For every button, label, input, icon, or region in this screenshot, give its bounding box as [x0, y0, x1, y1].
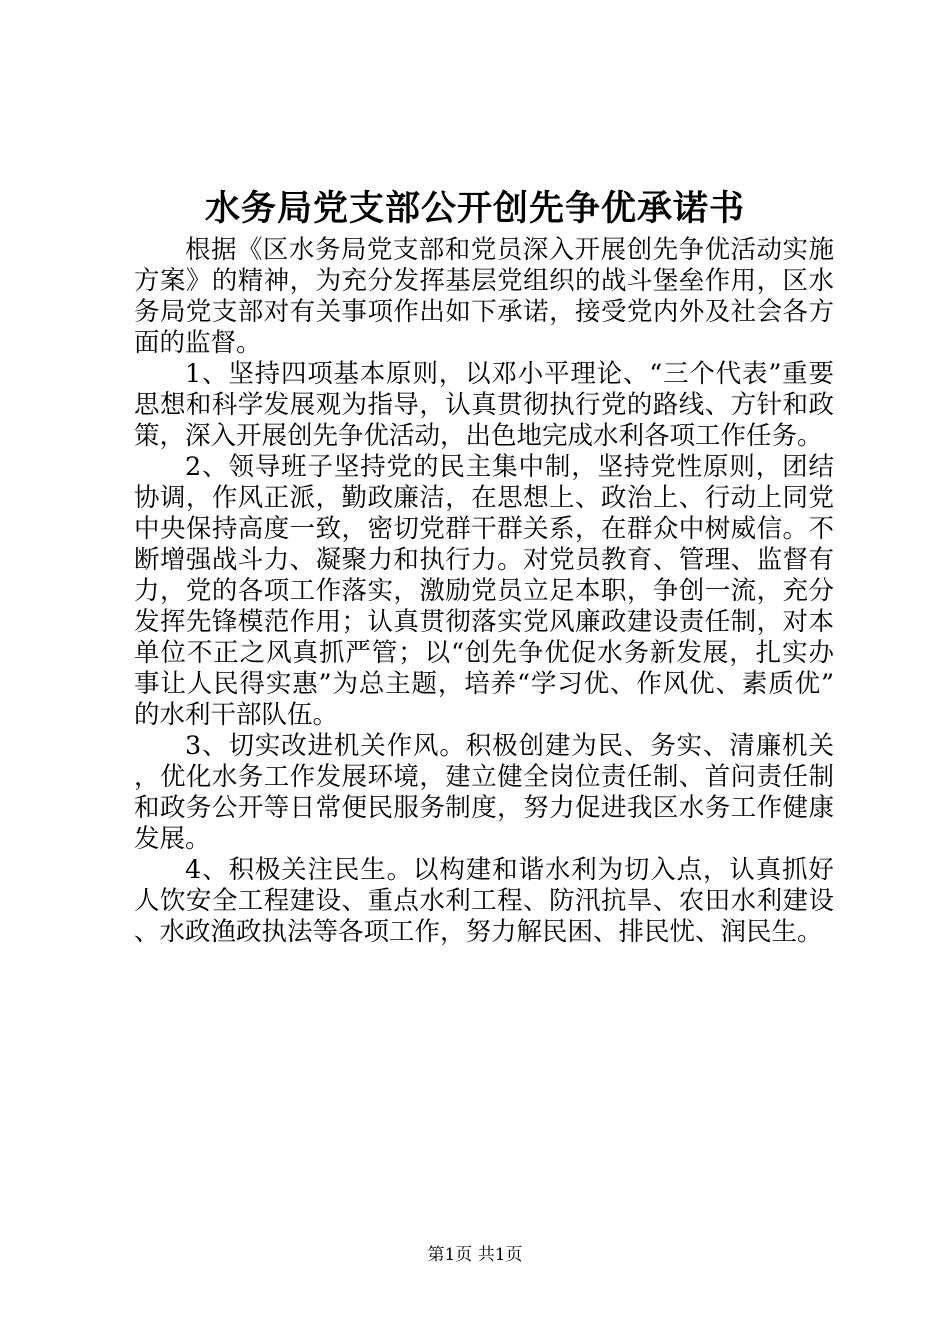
intro-paragraph: 根据《区水务局党支部和党员深入开展创先争优活动实施方案》的精神，为充分发挥基层党组织的战斗堡垒作用，区水务局党支部对有关事项作出如下承诺，接受党内外及社会各方面的监督。: [134, 235, 834, 358]
page-number-footer: 第1页 共1页: [427, 1245, 523, 1265]
commitment-item-2: 2、领导班子坚持党的民主集中制，坚持党性原则，团结协调，作风正派，勤政廉洁，在思想上、政治上、行动上同党中央保持高度一致，密切党群干群关系，在群众中树威信。不断增强战斗力、凝聚力和执行力。对党员教育、管理、监督有力，党的各项工作落实，激励党员立足本职，争创一流，充分发挥先锋模范作用；认真贯彻落实党风廉政建设责任制，对本单位不正之风真抓严管；以“创先争优促水务新发展，扎实办事让人民得实惠”为总主题，培养“学习优、作风优、素质优”的水利干部队伍。: [134, 452, 834, 730]
commitment-item-3: 3、切实改进机关作风。积极创建为民、务实、清廉机关，优化水务工作发展环境，建立健全岗位责任制、首问责任制和政务公开等日常便民服务制度，努力促进我区水务工作健康发展。: [134, 731, 834, 854]
commitment-item-4: 4、积极关注民生。以构建和谐水利为切入点，认真抓好人饮安全工程建设、重点水利工程、防汛抗旱、农田水利建设、水政渔政执法等各项工作，努力解民困、排民忧、润民生。: [134, 855, 834, 947]
commitment-item-1: 1、坚持四项基本原则，以邓小平理论、“三个代表”重要思想和科学发展观为指导，认真贯彻执行党的路线、方针和政策，深入开展创先争优活动，出色地完成水利各项工作任务。: [134, 359, 834, 451]
document-title: 水务局党支部公开创先争优承诺书: [204, 188, 745, 229]
document-body: [134, 235, 834, 948]
